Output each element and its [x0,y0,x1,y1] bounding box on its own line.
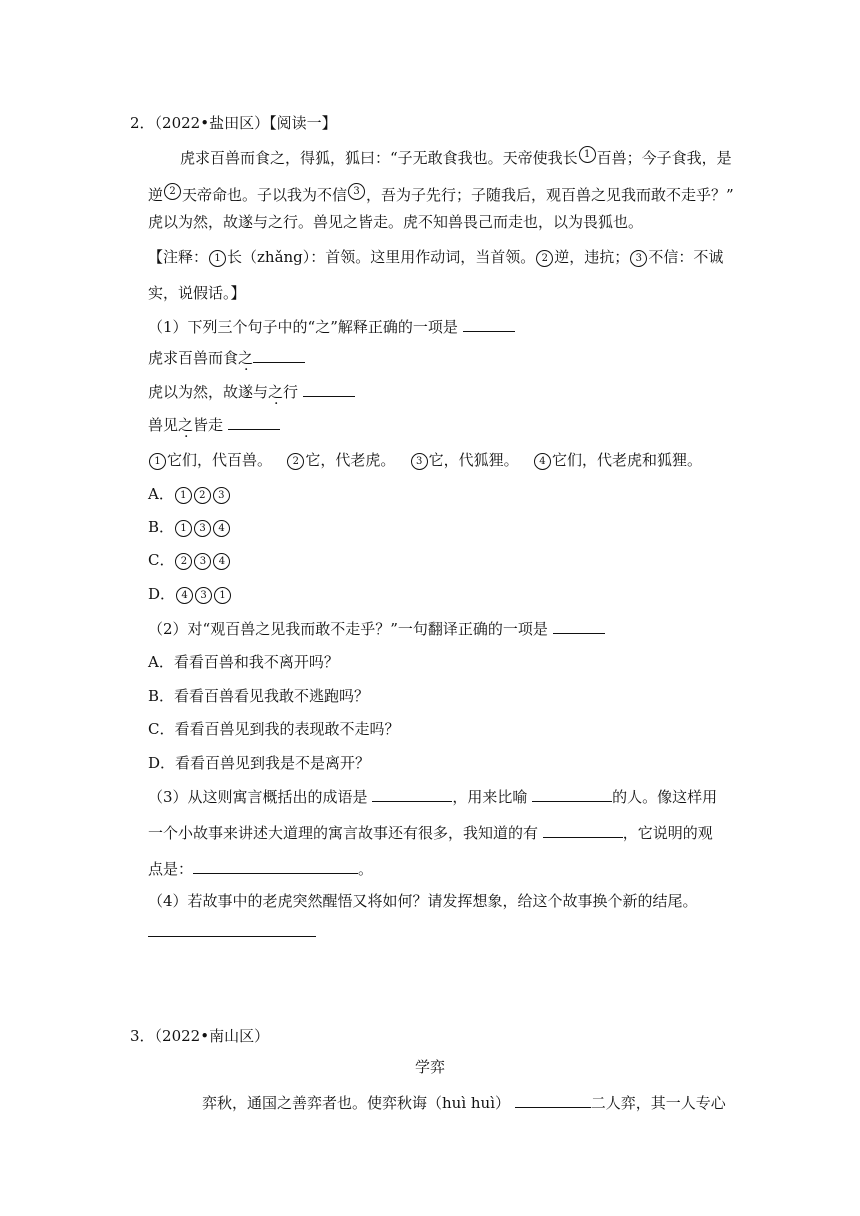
subquestion-3-line-2: 一个小故事来讲述大道理的寓言故事还有很多，我知道的有 ，它说明的观 [148,824,713,842]
footnote-mark-1: 1 [579,146,596,163]
footnote-mark-3: 3 [348,183,365,200]
note-circle-2: 2 [536,250,553,267]
passage-title: 学弈 [414,1058,445,1076]
answer-blank[interactable] [515,1092,591,1108]
passage-line-1: 虎求百兽而食之，得狐，狐曰：“子无敢食我也。天帝使我长 1 百兽；今子食我，是 [180,146,732,169]
choice-b[interactable]: B． 1 3 4 [148,516,231,538]
meaning-options: 1 它们，代百兽。 2 它，代老虎。 3 它，代狐狸。 4 它们，代老虎和狐狸。 [148,449,702,471]
answer-blank[interactable] [193,858,358,874]
passage-line-1: 弈秋，通国之善弈者也。使弈秋诲（huì huì） 二人弈，其一人专心 [202,1094,726,1112]
answer-blank[interactable] [532,786,612,802]
footnote-mark-2: 2 [164,183,181,200]
answer-blank[interactable] [303,381,355,397]
passage-line-2: 逆 2 天帝命也。子以我为不信 3 ，吾为子先行；子随我后，观百兽之见我而敢不走乎？” [148,183,734,206]
choice-a[interactable]: A．看看百兽和我不离开吗？ [148,653,339,671]
subquestion-3-line-3: 点是： 。 [148,860,374,878]
subquestion-3-line-1: （3）从这则寓言概括出的成语是 ，用来比喻 的人。像这样用 [148,788,718,806]
choice-d[interactable]: D． 4 3 1 [148,583,232,605]
note-line-1: 【注释： 1 长（zhǎng）：首领。这里用作动词，当首领。 2 逆，违抗； 3 不信：不诚 [148,248,724,266]
choice-c[interactable]: C．看看百兽见到我的表现敢不走吗？ [148,720,400,738]
answer-blank[interactable] [553,618,605,634]
note-circle-1: 1 [209,250,226,267]
sentence-3: 兽见之皆走 [148,414,280,436]
question-3-header: 3．（2022•南山区） [130,1027,270,1045]
choice-d[interactable]: D．看看百兽见到我是不是离开？ [148,754,371,772]
subquestion-1-prompt: （1）下列三个句子中的“之”解释正确的一项是 [148,316,515,338]
subquestion-4-prompt: （4）若故事中的老虎突然醒悟又将如何？请发挥想象，给这个故事换个新的结尾。 [148,892,698,910]
note-line-2: 实，说假话。】 [148,284,246,302]
note-circle-3: 3 [630,250,647,267]
answer-blank[interactable] [253,347,305,363]
answer-blank[interactable] [372,786,452,802]
answer-line[interactable] [148,936,316,937]
choice-c[interactable]: C． 2 3 4 [148,549,231,571]
question-2-header: 2．（2022•盐田区）【阅读一】 [130,114,337,132]
sentence-2: 虎以为然，故遂与之行 [148,381,355,403]
sentence-1: 虎求百兽而食之 [148,347,305,369]
answer-blank[interactable] [228,414,280,430]
subquestion-2-prompt: （2）对“观百兽之见我而敢不走乎？”一句翻译正确的一项是 [148,618,605,640]
answer-blank[interactable] [543,822,623,838]
choice-b[interactable]: B．看看百兽看见我敢不逃跑吗？ [148,687,370,705]
passage-line-3: 虎以为然，故遂与之行。兽见之皆走。虎不知兽畏己而走也，以为畏狐也。 [148,213,644,231]
choice-a[interactable]: A． 1 2 3 [148,483,231,505]
answer-blank[interactable] [463,316,515,332]
